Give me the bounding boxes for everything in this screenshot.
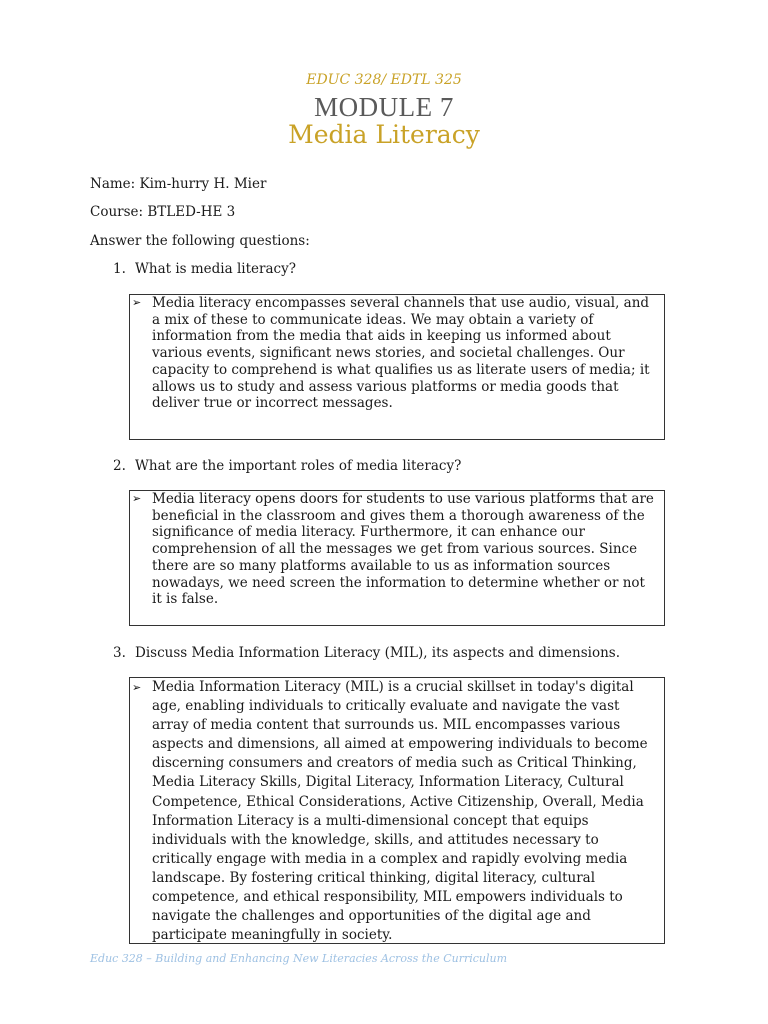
arrow-bullet-icon: ➢ [132, 296, 142, 309]
answer-box-2 [129, 490, 665, 626]
course-code: EDUC 328/ EDTL 325 [306, 72, 462, 88]
question-1 [113, 261, 296, 277]
answer-text-3: Media Information Literacy (MIL) is a crucial skillset in today's digital age, enabling individuals to critically evaluate and navigate the vast array of media content that surrounds us. MIL encompasses various aspects and dimensions, all aimed at empowering individuals to become discerning consumers and creators of media such as Critical Thinking, Media Literacy Skills, Digital Literacy, Information Literacy, Cultural Competence, Ethical Considerations, Active Citizenship, Overall, Media Information Literacy is a multi-dimensional concept that equips individuals with the knowledge, skills, and attitudes necessary to critically engage with media in a complex and rapidly evolving media landscape. By fostering critical thinking, digital literacy, cultural competence, and ethical responsibility, MIL empowers individuals to navigate the challenges and opportunities of the digital age and participate meaningfully in society. [152, 679, 648, 944]
student-course: Course: BTLED-HE 3 [90, 204, 236, 220]
question-3 [113, 645, 620, 661]
question-number: 1. [113, 261, 126, 277]
answer-text-2: Media literacy opens doors for students to use various platforms that are beneficial in the classroom and gives them a thorough awareness of the significance of media literacy. Furthermore, it can enhance our comprehension of all the messages we get from various sources. Since there are so many platforms available to us as information sources nowadays, we need screen the information to determine whether or not it is false. [152, 491, 654, 608]
question-2 [113, 458, 461, 474]
arrow-bullet-icon: ➢ [132, 492, 142, 505]
answer-box-1 [129, 294, 665, 440]
question-text: Discuss Media Information Literacy (MIL), its aspects and dimensions. [135, 645, 620, 661]
answer-box-3 [129, 677, 665, 944]
question-text: What are the important roles of media literacy? [135, 458, 462, 474]
page-footer: Educ 328 – Building and Enhancing New Literacies Across the Curriculum [90, 952, 508, 965]
question-number: 3. [113, 645, 126, 661]
arrow-bullet-icon: ➢ [132, 681, 142, 694]
answer-text-1: Media literacy encompasses several channels that use audio, visual, and a mix of these to communicate ideas. We may obtain a variety of information from the media that aids in keeping us informed about various events, significant news stories, and societal challenges. Our capacity to comprehend is what qualifies us as literate users of media; it allows us to study and assess various platforms or media goods that deliver true or incorrect messages. [152, 295, 650, 412]
student-name: Name: Kim-hurry H. Mier [90, 176, 267, 192]
module-subtitle: Media Literacy [288, 120, 480, 149]
question-text: What is media literacy? [135, 261, 296, 277]
question-number: 2. [113, 458, 126, 474]
module-title: MODULE 7 [314, 92, 454, 122]
instructions: Answer the following questions: [90, 233, 310, 249]
